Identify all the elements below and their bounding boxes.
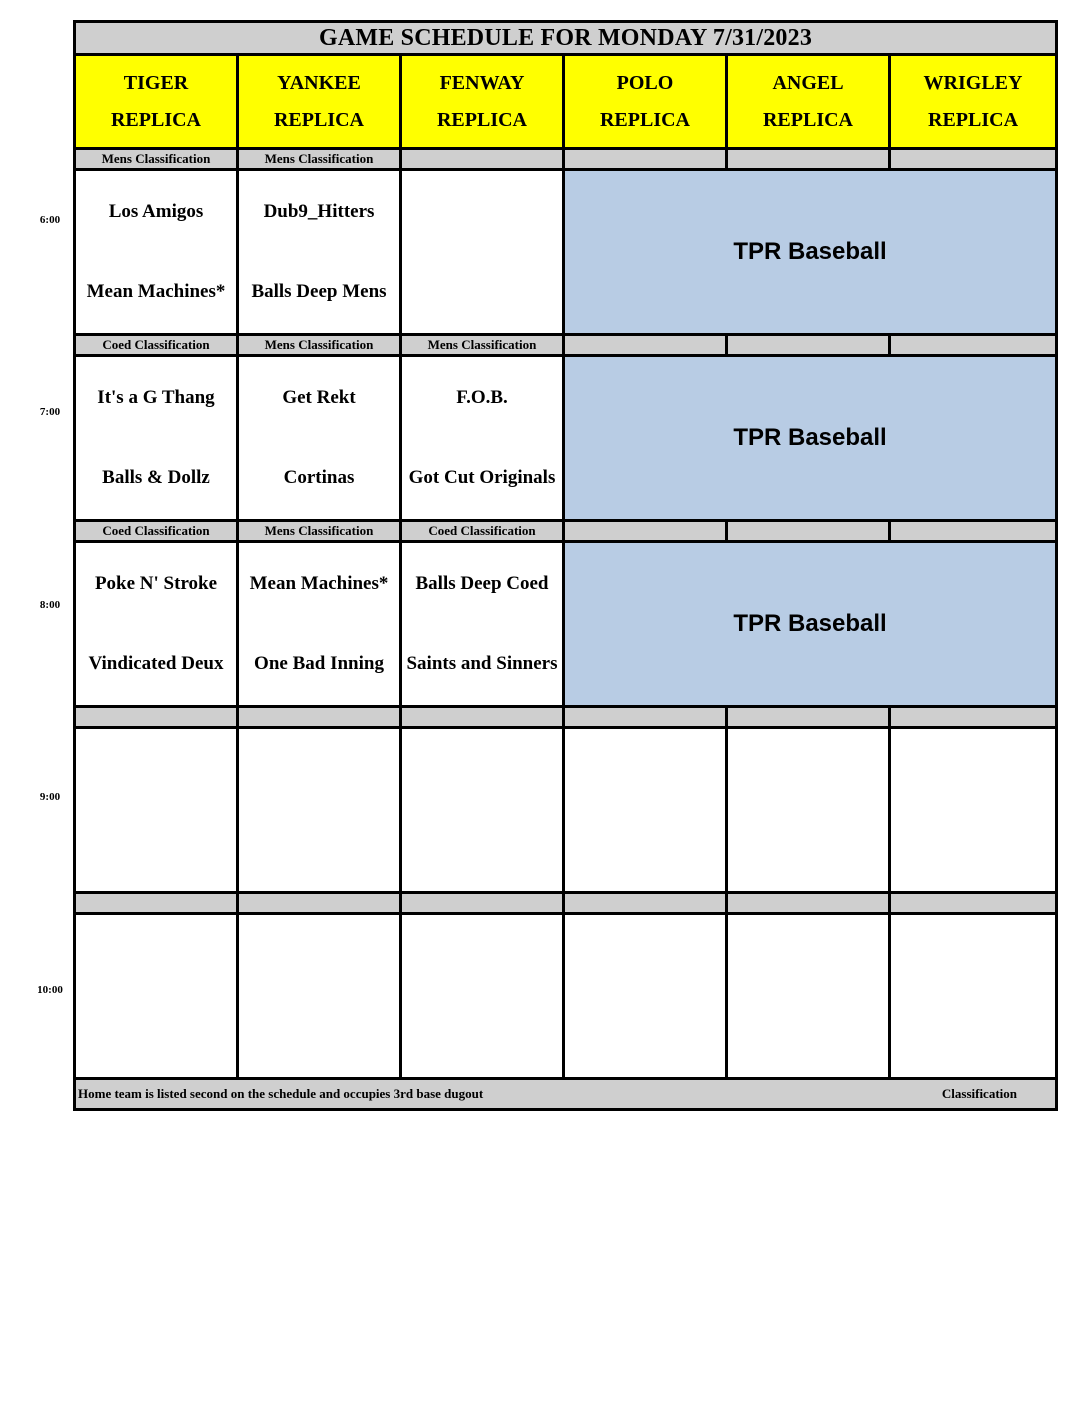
classification-cell [564,335,727,356]
game-cell [401,728,564,893]
classification-cell [564,893,727,914]
game-cell [75,728,238,893]
away-team: F.O.B. [456,387,508,408]
field-sub: REPLICA [928,108,1019,131]
field-header-tiger [75,55,238,149]
away-team: Los Amigos [108,201,204,222]
reserved-block: TPR Baseball [564,170,1057,335]
classification-row [75,707,1057,728]
field-name: FENWAY [439,71,525,94]
classification-cell: Coed Classification [75,521,238,542]
field-header-yankee [238,55,401,149]
classification-cell [727,521,890,542]
field-name: TIGER [123,71,189,94]
game-cell [75,914,238,1079]
field-header-fenway [401,55,564,149]
field-header-angel [727,55,890,149]
classification-cell [890,707,1057,728]
classification-row [75,521,1057,542]
game-cell [727,914,890,1079]
field-header-row [75,55,1057,149]
footer-cell [75,1079,1057,1110]
classification-cell [238,707,401,728]
classification-cell: Mens Classification [401,335,564,356]
game-cell [401,170,564,335]
time-label: 10:00 [37,984,63,996]
field-name: ANGEL [772,71,844,94]
classification-cell [890,335,1057,356]
game-cell [564,728,727,893]
classification-cell: Mens Classification [238,335,401,356]
home-team: Balls & Dollz [102,467,210,488]
time-label: 9:00 [39,791,61,803]
game-row [75,542,1057,707]
title-row [75,22,1057,55]
game-cell [75,356,238,521]
home-team: Balls Deep Mens [251,281,387,302]
game-cell [238,542,401,707]
home-team: Cortinas [283,467,355,488]
classification-cell: Mens Classification [238,521,401,542]
game-row [75,356,1057,521]
away-team: It's a G Thang [97,387,215,408]
schedule-sheet [73,20,1055,1111]
footer-legend: Classification [941,1086,1018,1101]
classification-row [75,335,1057,356]
game-cell [401,356,564,521]
classification-cell [75,707,238,728]
footer-row [75,1079,1057,1110]
classification-cell [238,893,401,914]
classification-cell [727,149,890,170]
game-row-empty [75,728,1057,893]
game-cell [727,728,890,893]
field-name: POLO [616,71,674,94]
game-cell [75,542,238,707]
game-cell [238,914,401,1079]
time-label: 8:00 [39,599,61,611]
classification-cell [401,149,564,170]
game-cell [890,728,1057,893]
reserved-block: TPR Baseball [564,542,1057,707]
away-team: Mean Machines* [249,573,389,594]
time-label: 7:00 [39,406,61,418]
schedule-title: GAME SCHEDULE FOR MONDAY 7/31/2023 [75,22,1057,55]
game-cell [890,914,1057,1079]
field-header-polo [564,55,727,149]
classification-cell [401,893,564,914]
field-sub: REPLICA [273,108,364,131]
away-team: Get Rekt [282,387,356,408]
classification-cell: Coed Classification [401,521,564,542]
classification-cell: Mens Classification [75,149,238,170]
classification-cell [727,893,890,914]
classification-cell [890,521,1057,542]
game-row-empty [75,914,1057,1079]
reserved-block: TPR Baseball [564,356,1057,521]
time-label: 6:00 [39,214,61,226]
home-team: One Bad Inning [254,653,384,674]
classification-cell [890,893,1057,914]
classification-cell [727,707,890,728]
home-team: Vindicated Deux [88,653,224,674]
game-cell [401,542,564,707]
away-team: Poke N' Stroke [94,573,218,594]
footer-note: Home team is listed second on the schedule and occupies 3rd base dugout [78,1086,484,1101]
game-cell [238,728,401,893]
field-sub: REPLICA [436,108,527,131]
field-name: WRIGLEY [923,71,1023,94]
classification-cell [401,707,564,728]
field-sub: REPLICA [762,108,853,131]
field-sub: REPLICA [599,108,690,131]
classification-cell: Mens Classification [238,149,401,170]
game-row [75,170,1057,335]
classification-cell [564,149,727,170]
game-cell [75,170,238,335]
game-cell [401,914,564,1079]
classification-cell [564,707,727,728]
home-team: Mean Machines* [86,281,226,302]
classification-cell [75,893,238,914]
game-cell [564,914,727,1079]
classification-row [75,149,1057,170]
field-sub: REPLICA [110,108,201,131]
classification-cell: Coed Classification [75,335,238,356]
away-team: Balls Deep Coed [415,573,549,594]
schedule-table [73,20,1058,1111]
classification-row [75,893,1057,914]
classification-cell [564,521,727,542]
classification-cell [727,335,890,356]
game-cell [238,356,401,521]
classification-cell [890,149,1057,170]
game-cell [238,170,401,335]
home-team: Got Cut Originals [408,467,556,488]
field-header-wrigley [890,55,1057,149]
field-name: YANKEE [277,71,361,94]
away-team: Dub9_Hitters [263,201,375,222]
home-team: Saints and Sinners [406,653,558,674]
